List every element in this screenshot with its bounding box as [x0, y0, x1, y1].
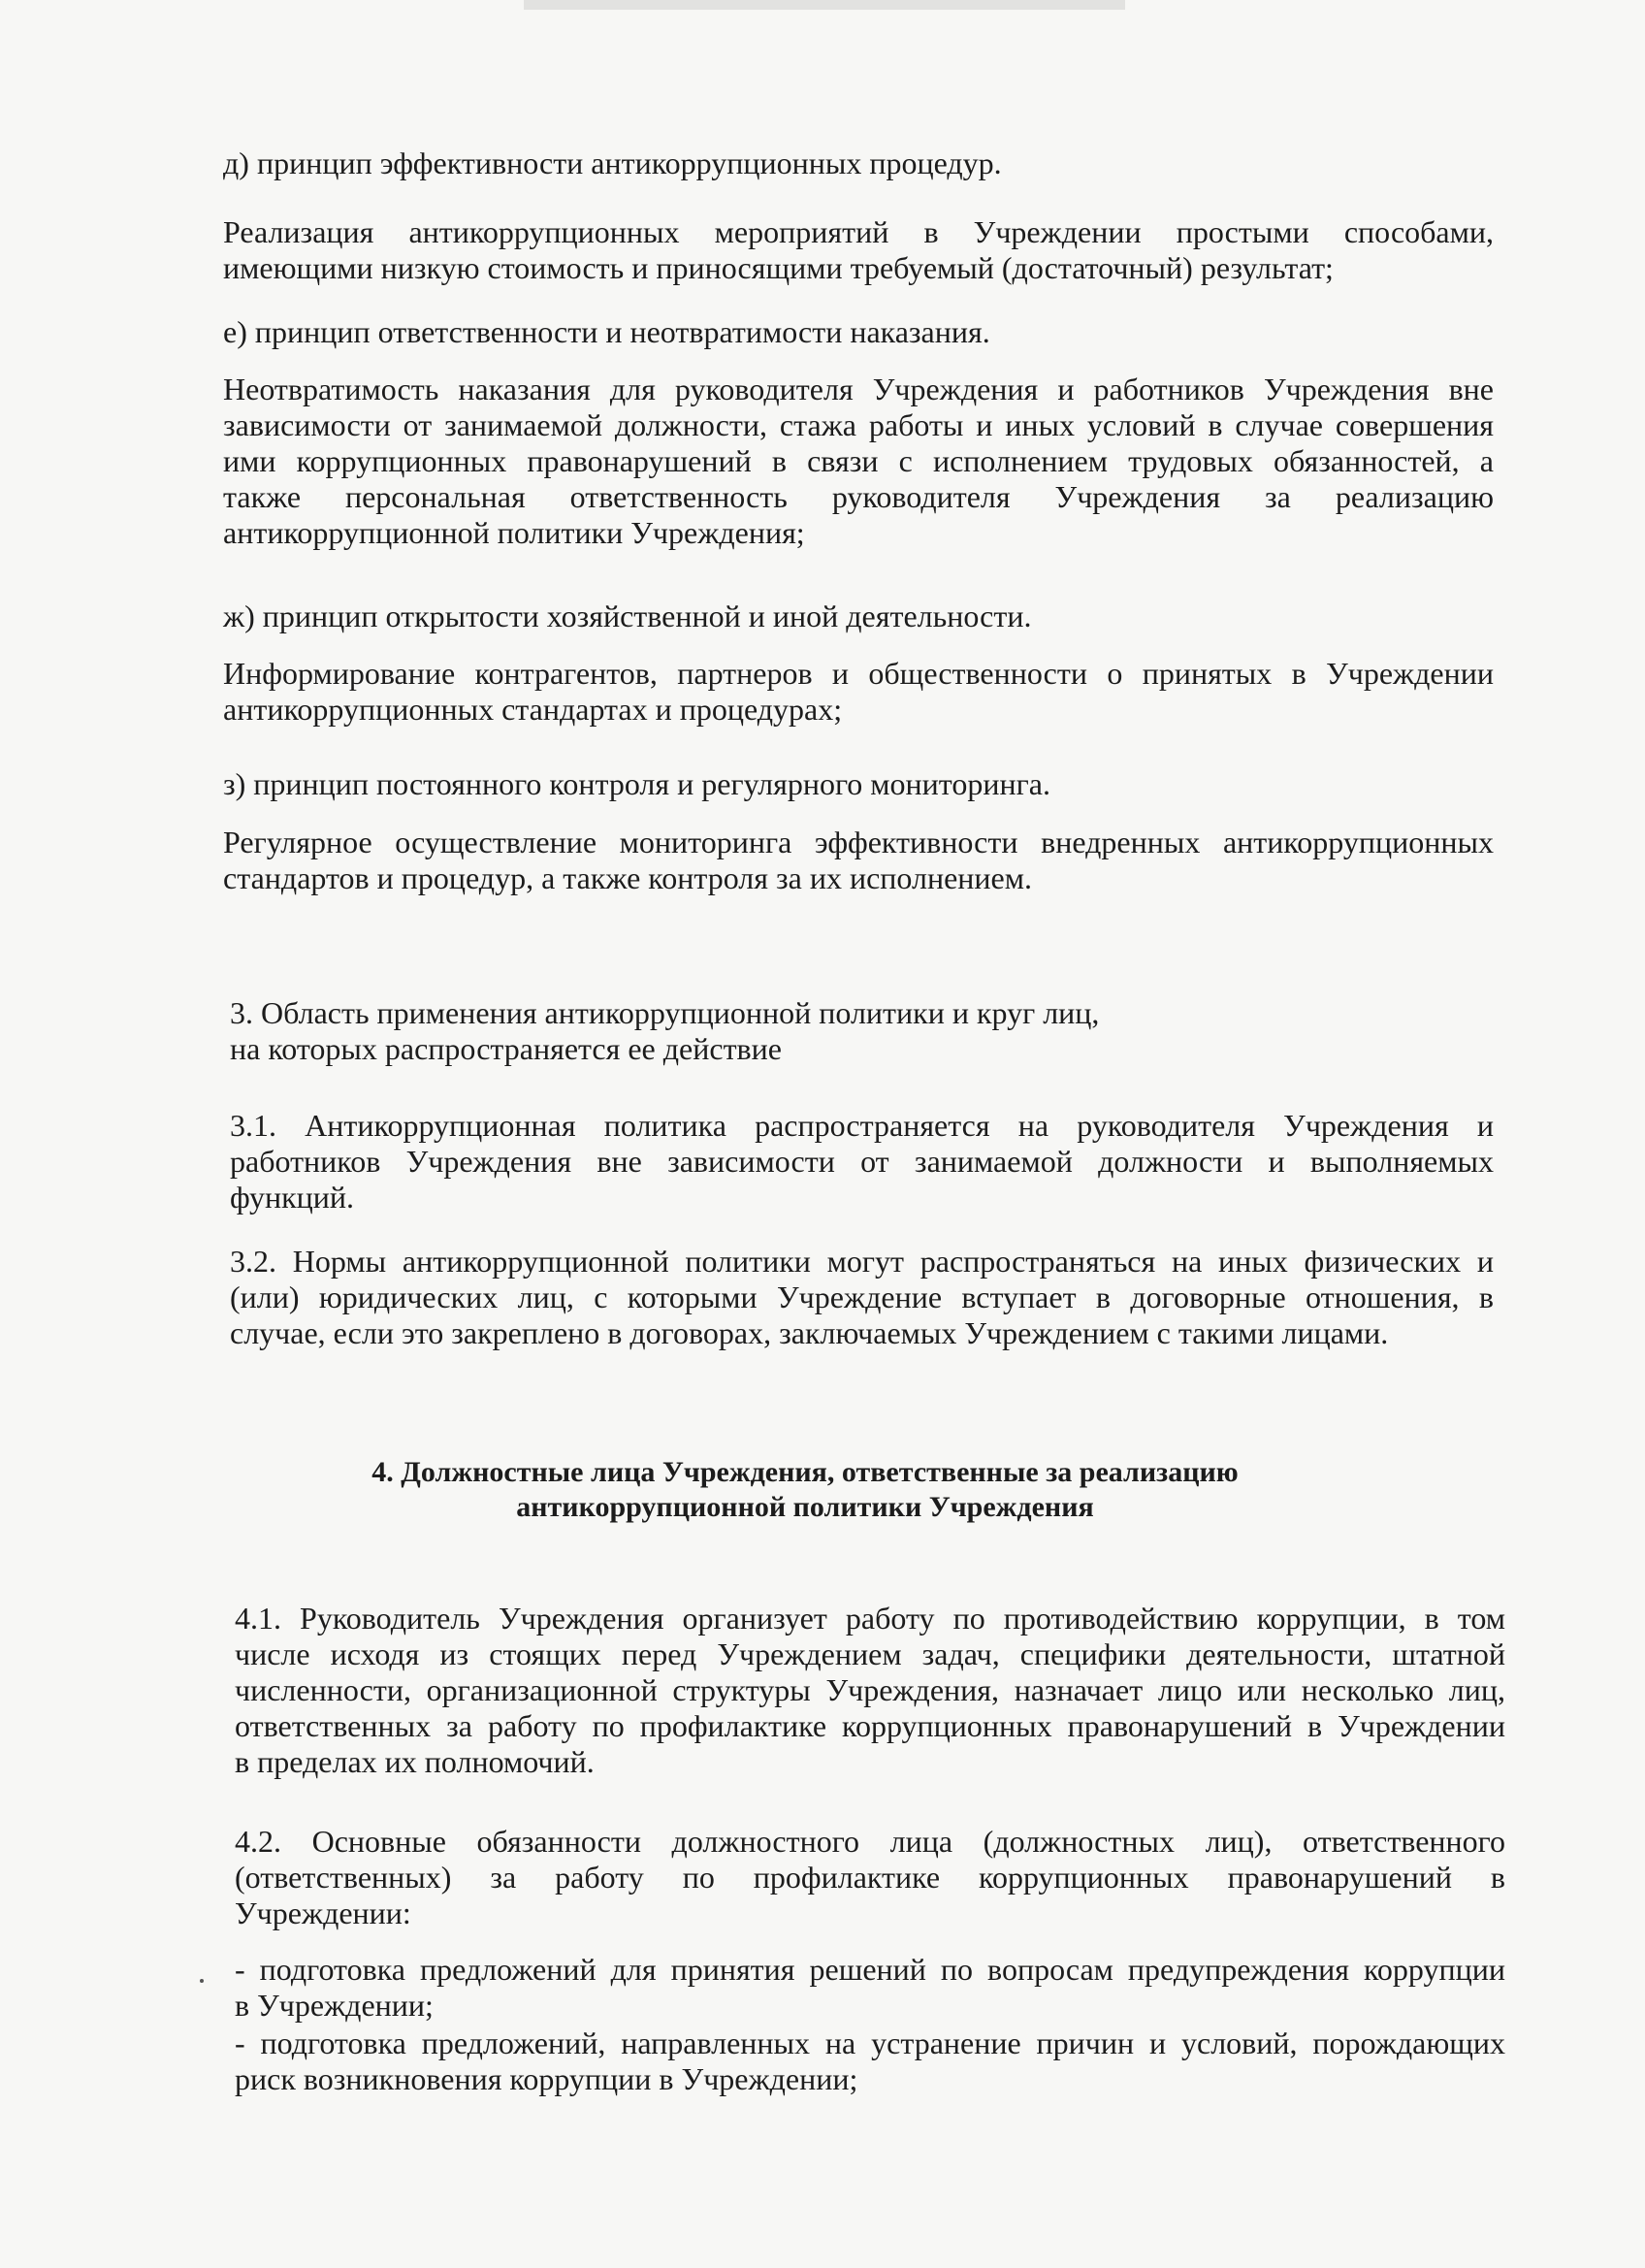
section-3-heading: 3. Область применения антикоррупционной политики и круг лиц, на которых распространяется ее действие	[230, 995, 1100, 1066]
paragraph-3-1: 3.1. Антикоррупционная политика распространяется на руководителя Учреждения и работников Учреждения вне зависимости от занимаемой должности и выполняемых функций.	[230, 1108, 1494, 1215]
principle-e-description: Неотвратимость наказания для руководителя Учреждения и работников Учреждения вне зависимости от занимаемой должности, стажа работы и иных условий в случае совершения ими коррупционных правонарушений в связи с исполнением трудовых обязанностей, а также персональная ответственность руководителя Учреждения за реализацию антикоррупционной политики Учреждения;	[223, 372, 1494, 550]
duty-item-2: - подготовка предложений, направленных на устранение причин и условий, порождающих риск возникновения коррупции в Учреждении;	[235, 2025, 1505, 2096]
paragraph-3-2: 3.2. Нормы антикоррупционной политики могут распространяться на иных физических и (или) юридических лиц, с которыми Учреждение вступает в договорные отношения, в случае, если это закреплено в договорах, заключаемых Учреждением с такими лицами.	[230, 1244, 1494, 1350]
paragraph-4-2: 4.2. Основные обязанности должностного лица (должностных лиц), ответственного (ответственных) за работу по профилактике коррупционных правонарушений в Учреждении:	[235, 1824, 1505, 1930]
principle-z-description: Регулярное осуществление мониторинга эффективности внедренных антикоррупционных стандартов и процедур, а также контроля за их исполнением.	[223, 825, 1494, 895]
principle-zh-description: Информирование контрагентов, партнеров и общественности о принятых в Учреждении антикоррупционных стандартах и процедурах;	[223, 656, 1494, 727]
paragraph-4-1: 4.1. Руководитель Учреждения организует работу по противодействию коррупции, в том числе исходя из стоящих перед Учреждением задач, специфики деятельности, штатной численности, организационной структуры Учреждения, назначает лицо или несколько лиц, ответственных за работу по профилактике коррупционных правонарушений в Учреждении в пределах их полномочий.	[235, 1601, 1505, 1779]
principle-zh-heading: ж) принцип открытости хозяйственной и иной деятельности.	[223, 599, 1032, 633]
principle-e-heading: е) принцип ответственности и неотвратимости наказания.	[223, 314, 990, 349]
duty-item-1: - подготовка предложений для принятия решений по вопросам предупреждения коррупции в Учреждении;	[235, 1952, 1505, 2023]
principle-d-heading: д) принцип эффективности антикоррупционных процедур.	[223, 146, 1002, 180]
scan-dot	[200, 1979, 204, 1983]
principle-z-heading: з) принцип постоянного контроля и регулярного мониторинга.	[223, 766, 1050, 801]
section-4-heading: 4. Должностные лица Учреждения, ответственные за реализацию антикоррупционной политики Учреждения	[371, 1456, 1239, 1523]
scan-artifact	[524, 0, 1125, 10]
principle-d-description: Реализация антикоррупционных мероприятий в Учреждении простыми способами, имеющими низкую стоимость и приносящими требуемый (достаточный) результат;	[223, 214, 1494, 285]
